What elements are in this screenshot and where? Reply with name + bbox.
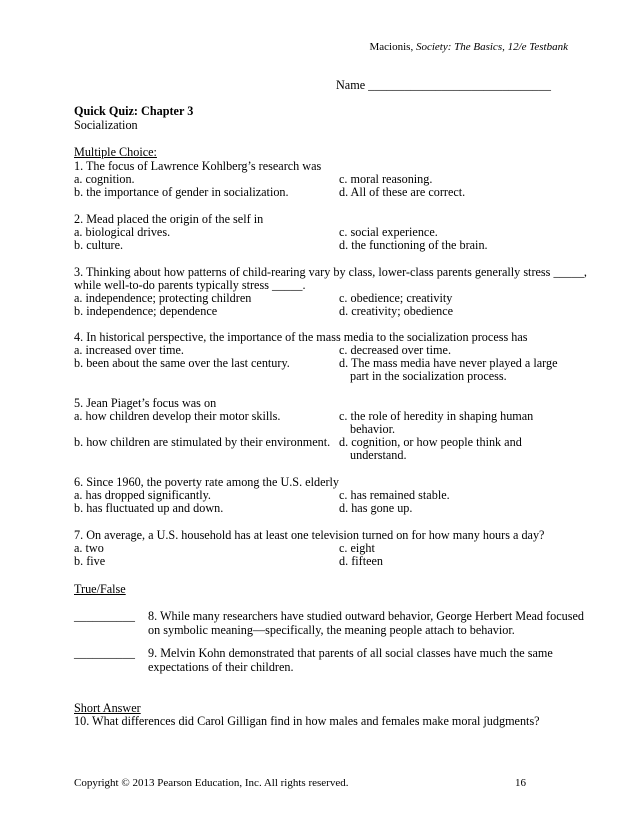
tf-question-9-line-2: expectations of their children. xyxy=(148,660,294,674)
header-title: Society: The Basics, 12/e Testbank xyxy=(415,41,568,53)
question-4: 4. In historical perspective, the importance of the mass media to the socialization process has xyxy=(74,330,528,344)
question-6: 6. Since 1960, the poverty rate among the U.S. elderly xyxy=(74,475,340,489)
tf-blank-8: __________ xyxy=(74,609,135,623)
tf-question-9-line-1: 9. Melvin Kohn demonstrated that parents of all social classes have much the same xyxy=(148,646,553,660)
q5-option-d-line-2: understand. xyxy=(350,448,407,462)
q6-option-b: b. has fluctuated up and down. xyxy=(74,501,224,515)
q4-option-d-line-2: part in the socialization process. xyxy=(350,369,507,383)
q2-option-d: d. the functioning of the brain. xyxy=(339,238,488,252)
q2-option-a: a. biological drives. xyxy=(74,225,171,239)
tf-blank-9: __________ xyxy=(74,646,135,660)
quiz-subtitle: Socialization xyxy=(74,118,138,132)
q7-option-b: b. five xyxy=(74,554,106,568)
question-1: 1. The focus of Lawrence Kohlberg’s research was xyxy=(74,159,322,173)
footer-copyright: Copyright © 2013 Pearson Education, Inc. All rights reserved. xyxy=(74,777,349,789)
q4-option-b: b. been about the same over the last century. xyxy=(74,356,290,370)
q6-option-d: d. has gone up. xyxy=(339,501,413,515)
q6-option-a: a. has dropped significantly. xyxy=(74,488,211,502)
short-answer-question-10: 10. What differences did Carol Gilligan find in how males and females make moral judgments? xyxy=(74,714,540,728)
q1-option-c: c. moral reasoning. xyxy=(339,172,433,186)
tf-question-8-line-2: on symbolic meaning—specifically, the meaning people attach to behavior. xyxy=(148,623,515,637)
question-7: 7. On average, a U.S. household has at least one television turned on for how many hours a day? xyxy=(74,528,545,542)
section-multiple-choice: Multiple Choice: xyxy=(74,145,157,159)
q1-option-d: d. All of these are correct. xyxy=(339,185,466,199)
q6-option-c: c. has remained stable. xyxy=(339,488,450,502)
q3-option-d: d. creativity; obedience xyxy=(339,304,454,318)
q5-option-b: b. how children are stimulated by their environment. xyxy=(74,435,331,449)
header-author: Macionis, xyxy=(369,41,414,53)
q7-option-a: a. two xyxy=(74,541,104,555)
quiz-title: Quick Quiz: Chapter 3 xyxy=(74,104,194,118)
q5-option-d-line-1: d. cognition, or how people think and xyxy=(339,435,522,449)
q5-option-c-line-2: behavior. xyxy=(350,422,396,436)
q3-option-b: b. independence; dependence xyxy=(74,304,218,318)
q4-option-d-line-1: d. The mass media have never played a large xyxy=(339,356,558,370)
name-line: Name ______________________________ xyxy=(336,78,551,92)
q5-option-c-line-1: c. the role of heredity in shaping human xyxy=(339,409,534,423)
q5-option-a: a. how children develop their motor skills. xyxy=(74,409,281,423)
q1-option-b: b. the importance of gender in socialization. xyxy=(74,185,289,199)
q4-option-a: a. increased over time. xyxy=(74,343,184,357)
q4-option-c: c. decreased over time. xyxy=(339,343,451,357)
section-short-answer: Short Answer xyxy=(74,701,141,715)
q2-option-c: c. social experience. xyxy=(339,225,438,239)
question-5: 5. Jean Piaget’s focus was on xyxy=(74,396,217,410)
q7-option-d: d. fifteen xyxy=(339,554,383,568)
footer-page-number: 16 xyxy=(515,777,526,789)
question-2: 2. Mead placed the origin of the self in xyxy=(74,212,264,226)
q1-option-a: a. cognition. xyxy=(74,172,135,186)
section-true-false: True/False xyxy=(74,582,126,596)
tf-question-8-line-1: 8. While many researchers have studied outward behavior, George Herbert Mead focused xyxy=(148,609,584,623)
question-3-line-1: 3. Thinking about how patterns of child-rearing vary by class, lower-class parents generally stress _____, xyxy=(74,265,587,279)
q7-option-c: c. eight xyxy=(339,541,375,555)
question-3-line-2: while well-to-do parents typically stress _____. xyxy=(74,278,306,292)
q2-option-b: b. culture. xyxy=(74,238,124,252)
q3-option-c: c. obedience; creativity xyxy=(339,291,453,305)
q3-option-a: a. independence; protecting children xyxy=(74,291,252,305)
running-header xyxy=(370,40,569,54)
